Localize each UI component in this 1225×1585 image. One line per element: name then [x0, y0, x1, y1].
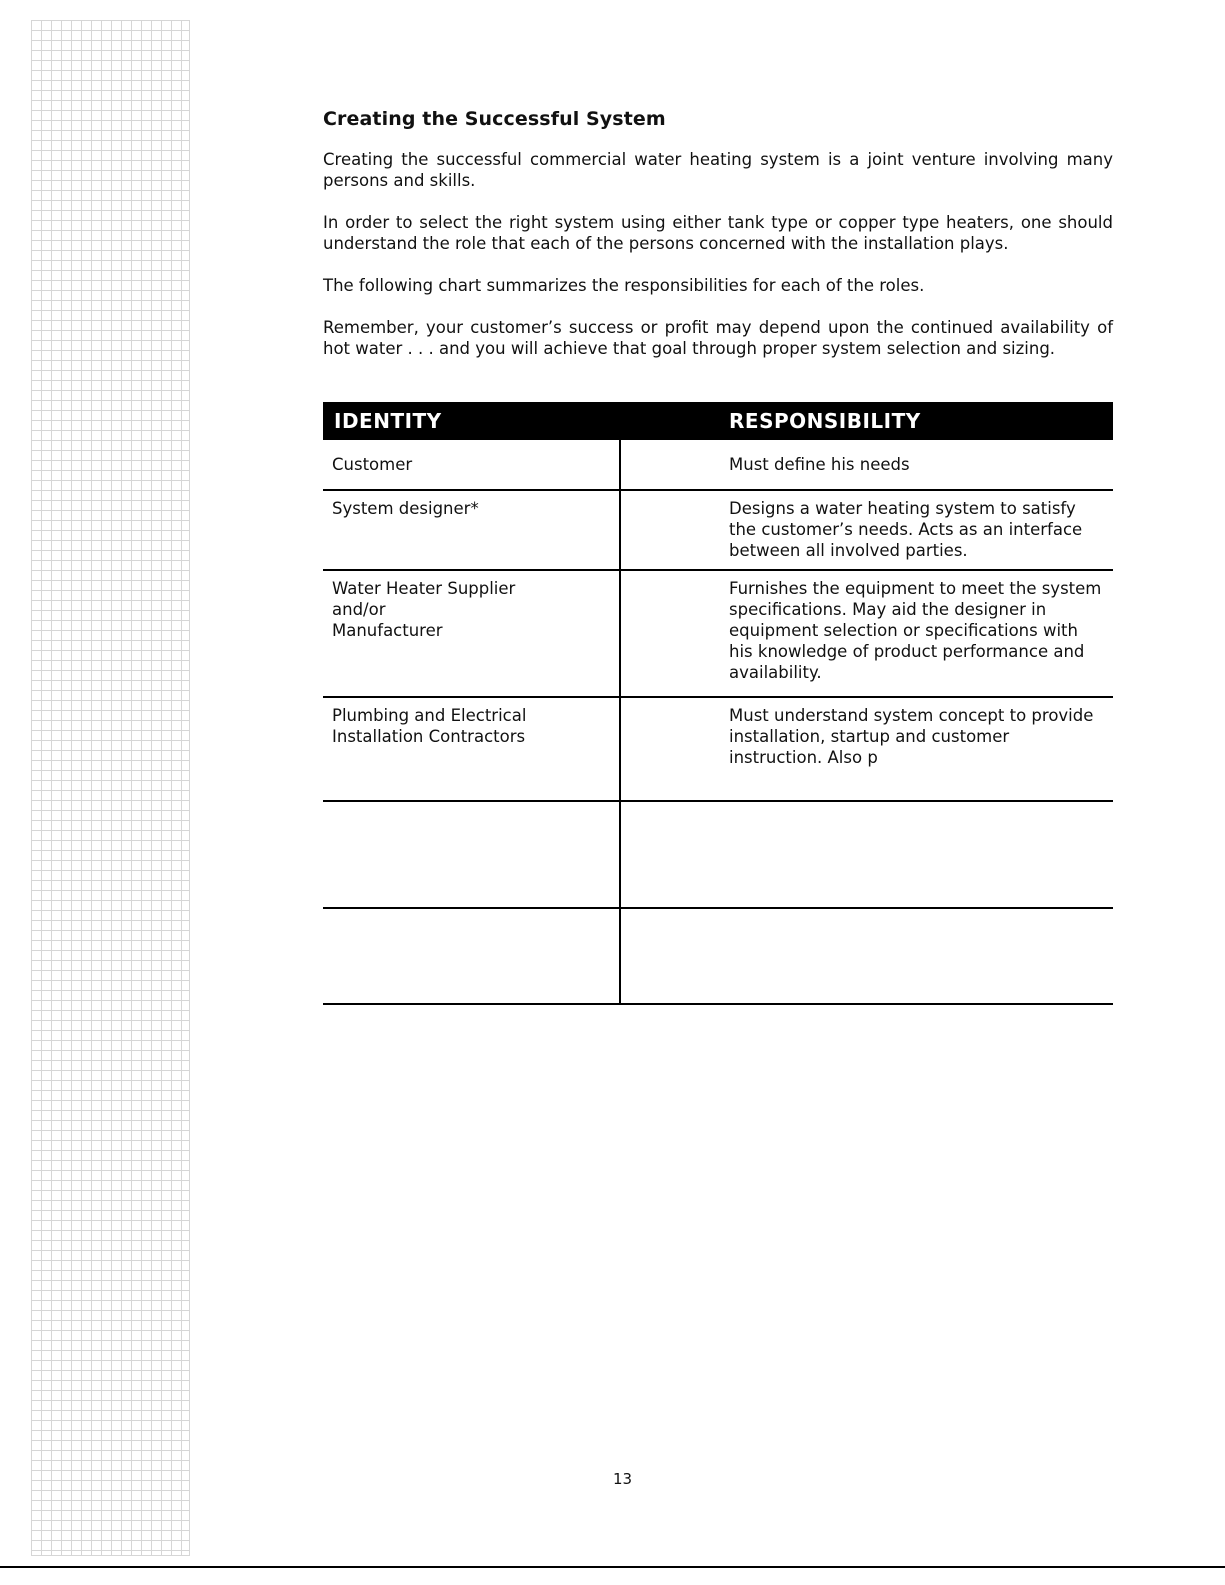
- responsibility-cell: Designs a water heating system to satisfy the customer’s needs. Acts as an interface between all involved parties.: [729, 499, 1083, 560]
- paragraph-chart-summary: The following chart summarizes the responsibilities for each of the roles.: [323, 276, 925, 295]
- identity-cell: Water Heater Supplier and/or Manufacturer: [323, 571, 621, 696]
- table-row: [323, 802, 1113, 909]
- identity-cell: [323, 909, 621, 1003]
- table-row: [323, 440, 1113, 491]
- paragraph-remember: Remember, your customer’s success or profit may depend upon the continued availability of hot water . . . and you will achieve that goal through proper system selection and sizing.: [323, 318, 1113, 358]
- table-row: [323, 571, 1113, 698]
- paragraph-select-system: In order to select the right system using either tank type or copper type heaters, one should understand the role that each of the persons concerned with the installation plays.: [323, 213, 1113, 253]
- section: [323, 108, 1113, 380]
- table-header: [323, 402, 1113, 440]
- identity-cell: Plumbing and Electrical Installation Contractors: [323, 698, 621, 800]
- identity-cell: System designer*: [323, 491, 621, 569]
- header-responsibility: RESPONSIBILITY: [729, 409, 921, 433]
- responsibility-table: [323, 402, 1113, 1005]
- page-number: 13: [612, 1470, 633, 1488]
- identity-cell: Customer: [323, 440, 621, 489]
- table-row: [323, 909, 1113, 1005]
- section-title: Creating the Successful System: [323, 108, 666, 130]
- identity-cell: [323, 802, 621, 907]
- table-row: [323, 491, 1113, 571]
- responsibility-cell: Furnishes the equipment to meet the system specifications. May aid the designer in equipment selection or specifications with his knowledge of product performance and availability.: [729, 579, 1102, 682]
- responsibility-cell: [621, 909, 1113, 1003]
- responsibility-cell: [621, 802, 1113, 907]
- bottom-rule: [0, 1566, 1225, 1568]
- responsibility-cell: Must define his needs: [729, 455, 910, 474]
- margin-grid-pattern: [31, 20, 190, 1556]
- table-row: [323, 698, 1113, 802]
- paragraph-intro: Creating the successful commercial water heating system is a joint venture involving many persons and skills.: [323, 150, 1113, 190]
- responsibility-cell: Must understand system concept to provide installation, startup and customer instruction. Also p: [729, 706, 1094, 767]
- header-identity: IDENTITY: [334, 409, 442, 433]
